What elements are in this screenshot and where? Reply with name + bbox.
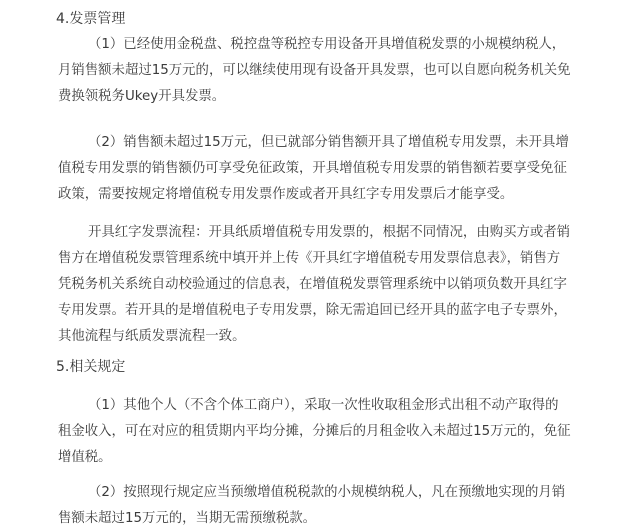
paragraph-line: 凭税务机关系统自动校验通过的信息表，在增值税发票管理系统中以销项负数开具红字 [58, 277, 567, 292]
paragraph-line: 增值税。 [58, 450, 112, 465]
paragraph-line: 其他流程与纸质发票流程一致。 [58, 329, 246, 344]
paragraph-line: （1）其他个人（不含个体工商户），采取一次性收取租金形式出租不动产取得的 [88, 398, 559, 413]
paragraph-line: 政策，需要按规定将增值税专用发票作废或者开具红字专用发票后才能享受。 [58, 187, 514, 202]
section-4-paragraph-3 [58, 220, 628, 350]
paragraph-line: 租金收入，可在对应的租赁期内平均分摊，分摊后的月租金收入未超过15万元的，免征 [58, 424, 571, 439]
section-4-paragraph-2 [58, 130, 628, 208]
paragraph-line: （1）已经使用金税盘、税控盘等税控专用设备开具增值税发票的小规模纳税人， [88, 37, 566, 52]
section-4-paragraph-1 [58, 32, 628, 110]
paragraph-line: 专用发票。若开具的是增值税电子专用发票，除无需追回已经开具的蓝字电子专票外， [58, 303, 567, 318]
paragraph-line: （2）销售额未超过15万元，但已就部分销售额开具了增值税专用发票，未开具增 [88, 135, 569, 150]
section-5-heading: 5.相关规定 [56, 359, 126, 375]
section-5-paragraph-1 [58, 393, 628, 471]
paragraph-line: 售方在增值税发票管理系统中填开并上传《开具红字增值税专用发票信息表》，销售方 [58, 251, 561, 266]
section-4-heading: 4.发票管理 [56, 11, 126, 27]
paragraph-line: 值税专用发票的销售额仍可享受免征政策，开具增值税专用发票的销售额若要享受免征 [58, 161, 567, 176]
paragraph-line: 开具红字发票流程：开具纸质增值税专用发票的，根据不同情况，由购买方或者销 [88, 225, 571, 240]
paragraph-line: 月销售额未超过15万元的，可以继续使用现有设备开具发票，也可以自愿向税务机关免 [58, 63, 571, 78]
paragraph-line: （2）按照现行规定应当预缴增值税税款的小规模纳税人，凡在预缴地实现的月销 [88, 485, 566, 500]
paragraph-line: 售额未超过15万元的，当期无需预缴税款。 [58, 511, 317, 526]
section-5-paragraph-2 [58, 480, 628, 532]
paragraph-line: 费换领税务Ukey开具发票。 [58, 89, 226, 104]
